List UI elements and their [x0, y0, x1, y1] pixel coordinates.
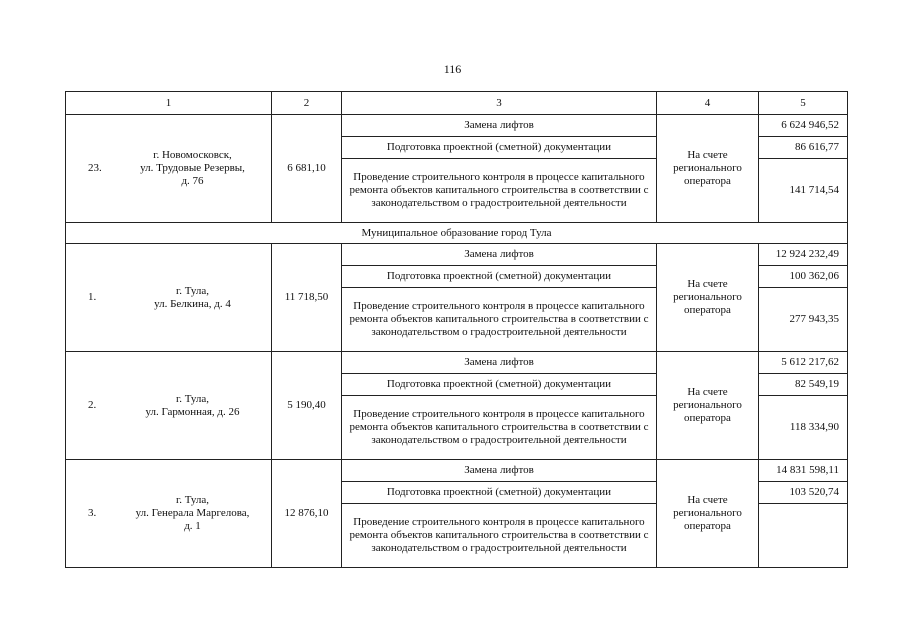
object-number: 2. — [88, 399, 97, 411]
capital-repair-table — [65, 91, 848, 568]
header-row — [66, 92, 848, 115]
value-design: 103 520,74 — [759, 482, 848, 504]
section-row — [66, 223, 848, 244]
value-design: 100 362,06 — [759, 266, 848, 288]
address-line: д. 1 — [184, 520, 201, 532]
value-design: 86 616,77 — [759, 137, 848, 159]
work-lifts: Замена лифтов — [342, 115, 657, 137]
value-lifts: 12 924 232,49 — [759, 244, 848, 266]
work-design: Подготовка проектной (сметной) документации — [342, 266, 657, 288]
work-lifts: Замена лифтов — [342, 352, 657, 374]
value-design: 82 549,19 — [759, 374, 848, 396]
work-design: Подготовка проектной (сметной) документации — [342, 137, 657, 159]
address-line: г. Тула, — [175, 392, 210, 405]
value-lifts: 5 612 217,62 — [759, 352, 848, 374]
work-design: Подготовка проектной (сметной) документации — [342, 482, 657, 504]
table-row — [66, 244, 848, 266]
address-cell — [66, 460, 272, 568]
header-cell: 3 — [342, 92, 657, 115]
work-control: Проведение строительного контроля в процессе капитального ремонта объектов капитального строительства в соответствии с законодательством о градостроительной деятельности — [342, 396, 657, 460]
value-lifts: 6 624 946,52 — [759, 115, 848, 137]
address-line: ул. Гармонная, д. 26 — [145, 405, 240, 418]
value-control: 118 334,90 — [759, 396, 848, 460]
address-line: ул. Генерала Маргелова, — [135, 507, 250, 519]
header-cell: 5 — [759, 92, 848, 115]
account-cell: На счете регионального оператора — [657, 460, 759, 568]
work-control: Проведение строительного контроля в процессе капитального ремонта объектов капитального строительства в соответствии с законодательством о градостроительной деятельности — [342, 504, 657, 568]
account-cell: На счете регионального оператора — [657, 244, 759, 352]
area-cell: 11 718,50 — [272, 244, 342, 352]
header-cell: 4 — [657, 92, 759, 115]
section-title: Муниципальное образование город Тула — [66, 223, 848, 244]
value-control: 141 714,54 — [759, 159, 848, 223]
work-design: Подготовка проектной (сметной) документации — [342, 374, 657, 396]
object-address — [114, 393, 271, 419]
object-address — [114, 494, 271, 533]
address-cell — [66, 115, 272, 223]
table-row — [66, 352, 848, 374]
address-wrap — [66, 393, 271, 419]
value-control: 277 943,35 — [759, 288, 848, 352]
account-cell: На счете регионального оператора — [657, 115, 759, 223]
area-cell: 5 190,40 — [272, 352, 342, 460]
address-cell — [66, 352, 272, 460]
object-number: 3. — [88, 507, 97, 519]
table-row — [66, 115, 848, 137]
work-control: Проведение строительного контроля в процессе капитального ремонта объектов капитального строительства в соответствии с законодательством о градостроительной деятельности — [342, 159, 657, 223]
address-line: ул. Белкина, д. 4 — [154, 297, 231, 310]
address-line: г. Тула, — [175, 284, 210, 297]
value-lifts: 14 831 598,11 — [759, 460, 848, 482]
object-number: 23. — [88, 162, 102, 174]
header-cell: 2 — [272, 92, 342, 115]
address-wrap — [66, 494, 271, 533]
object-address — [114, 149, 271, 188]
object-number: 1. — [88, 291, 97, 303]
address-line: г. Новомосковск, — [153, 149, 232, 161]
account-cell: На счете регионального оператора — [657, 352, 759, 460]
address-line: г. Тула, — [175, 494, 210, 506]
object-address — [114, 285, 271, 311]
value-control — [759, 504, 848, 568]
address-line: ул. Трудовые Резервы, — [140, 162, 245, 174]
table-row — [66, 460, 848, 482]
address-line: д. 76 — [181, 175, 204, 187]
address-cell — [66, 244, 272, 352]
area-cell: 6 681,10 — [272, 115, 342, 223]
address-wrap — [66, 149, 271, 188]
work-lifts: Замена лифтов — [342, 460, 657, 482]
header-cell: 1 — [66, 92, 272, 115]
page-number: 116 — [443, 62, 462, 76]
address-wrap — [66, 285, 271, 311]
area-cell: 12 876,10 — [272, 460, 342, 568]
work-lifts: Замена лифтов — [342, 244, 657, 266]
work-control: Проведение строительного контроля в процессе капитального ремонта объектов капитального строительства в соответствии с законодательством о градостроительной деятельности — [342, 288, 657, 352]
